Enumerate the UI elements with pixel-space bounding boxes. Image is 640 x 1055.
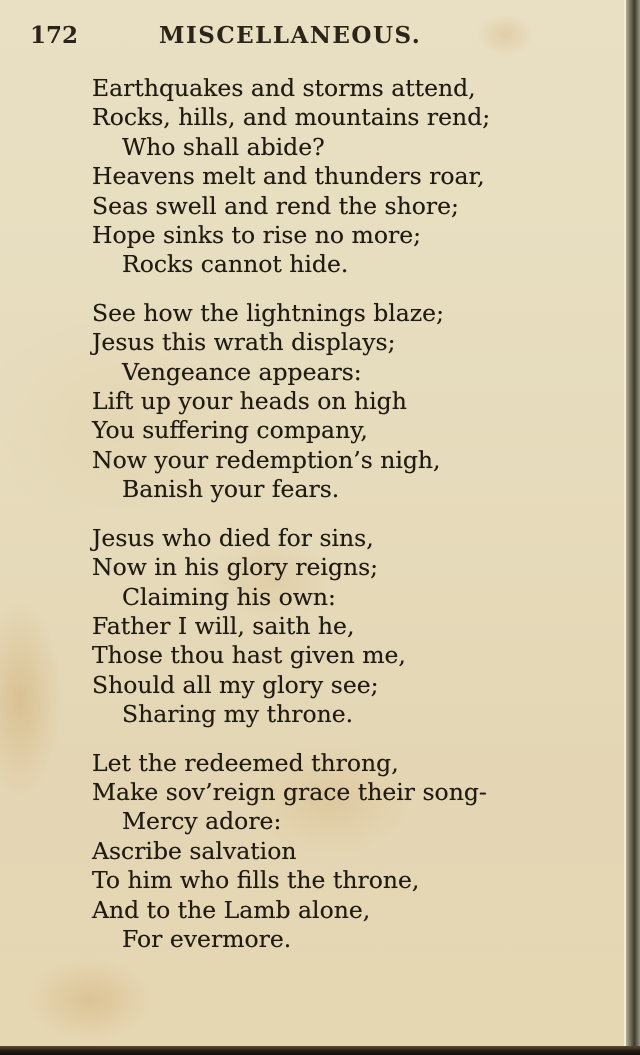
poem-line: Hope sinks to rise no more; — [92, 221, 422, 250]
poem-line: Ascribe salvation — [92, 836, 297, 865]
poem-line-refrain: Rocks cannot hide. — [122, 250, 349, 279]
poem-line: Earthquakes and storms attend, — [92, 74, 476, 102]
page-title: MISCELLANEOUS. — [159, 22, 422, 49]
poem-line: And to the Lamb alone, — [92, 895, 371, 924]
poem-line-refrain: Vengeance appears: — [122, 357, 362, 386]
poem-line: Father I will, saith he, — [92, 611, 355, 640]
running-head — [30, 18, 590, 54]
poem-line: Heavens melt and thunders roar, — [92, 162, 485, 191]
page-number: 172 — [30, 22, 79, 49]
stanza-1 — [92, 74, 572, 280]
stanza-2 — [92, 299, 572, 505]
poem-line-refrain: Mercy adore: — [122, 807, 282, 836]
poem-line-refrain: For evermore. — [122, 924, 292, 953]
poem-line: Make sov’reign grace their song- — [92, 777, 487, 806]
poem-line-refrain: Claiming his own: — [122, 582, 336, 611]
poem-line-refrain: Who shall abide? — [122, 132, 325, 161]
poem-line: Jesus this wrath displays; — [92, 328, 396, 357]
poem-line: Let the redeemed throng, — [92, 748, 399, 777]
poem-line: Lift up your heads on high — [92, 387, 407, 416]
poem-line: Should all my glory see; — [92, 670, 379, 699]
poem-line-refrain: Banish your fears. — [122, 475, 340, 504]
poem-line: Those thou hast given me, — [92, 641, 406, 670]
stanza-3 — [92, 524, 572, 730]
page-gutter-shadow — [626, 0, 640, 1046]
poem-line: Rocks, hills, and mountains rend; — [92, 103, 491, 132]
poem-line: Now your redemption’s nigh, — [92, 445, 441, 474]
page-edge-line — [624, 0, 626, 1046]
stanza-4 — [92, 749, 572, 955]
poem-line: Now in his glory reigns; — [92, 553, 379, 582]
poem-line: See how the lightnings blaze; — [92, 298, 444, 327]
poem-line-refrain: Sharing my throne. — [122, 700, 354, 729]
page-bottom-edge — [0, 1046, 640, 1055]
poem — [92, 74, 572, 973]
poem-line: Seas swell and rend the shore; — [92, 191, 459, 220]
poem-line: To him who fills the throne, — [92, 866, 420, 895]
poem-line: Jesus who died for sins, — [92, 523, 374, 552]
poem-line: You suffering company, — [92, 416, 368, 445]
